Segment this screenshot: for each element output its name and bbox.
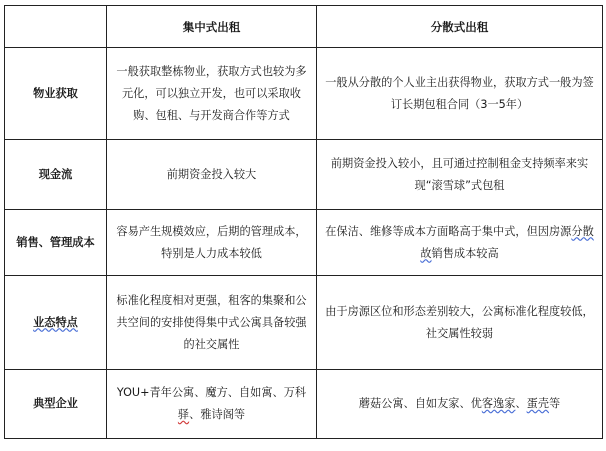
row-label xyxy=(5,276,107,370)
header-corner xyxy=(5,6,107,48)
text-segment: 、 xyxy=(515,397,527,410)
text-segment: 在保洁、维修等成本方面略高于集中式，但因房源 xyxy=(325,224,572,238)
text-segment: 蘑菇公寓、自如友家、优 xyxy=(358,397,482,410)
cell-centralized: 容易产生规模效应，后期的管理成本，特别是人力成本较低 xyxy=(107,210,317,276)
row-label: 销售、管理成本 xyxy=(5,210,107,276)
cell-decentralized xyxy=(317,210,603,276)
cropped-text-line xyxy=(0,444,606,451)
header-decentralized: 分散式出租 xyxy=(317,6,603,48)
cell-decentralized xyxy=(317,370,603,439)
spellcheck-underlined-text: 分散故 xyxy=(420,224,594,260)
table-row-property-acquisition xyxy=(5,48,603,140)
cell-centralized xyxy=(107,370,317,439)
cell-decentralized: 由于房源区位和形态差别较大，公寓标准化程度较低，社交属性较弱 xyxy=(317,276,603,370)
header-centralized: 集中式出租 xyxy=(107,6,317,48)
row-label: 典型企业 xyxy=(5,370,107,439)
spellcheck-underlined-text: 驿 xyxy=(177,408,190,421)
cell-centralized: 前期资金投入较大 xyxy=(107,140,317,210)
cell-centralized: 标准化程度相对更强，租客的集聚和公共空间的安排使得集中式公寓具备较强的社交属性 xyxy=(107,276,317,370)
text-segment: 销售成本较高 xyxy=(431,246,499,260)
spellcheck-underlined-text: 蛋壳 xyxy=(526,397,550,410)
row-label: 物业获取 xyxy=(5,48,107,140)
row-label: 现金流 xyxy=(5,140,107,210)
table-row-business-features xyxy=(5,276,603,370)
table-row-cash-flow xyxy=(5,140,603,210)
text-segment: 等 xyxy=(549,397,561,410)
cell-centralized: 一般获取整栋物业，获取方式也较为多元化，可以独立开发，也可以采取收购、包租、与开发商合作等方式 xyxy=(107,48,317,140)
cell-decentralized: 一般从分散的个人业主出获得物业，获取方式一般为签订长期包租合同（3一5年） xyxy=(317,48,603,140)
text-segment: 、雅诗阁等 xyxy=(189,408,246,421)
spellcheck-underlined-text: 业态特点 xyxy=(33,315,78,329)
table-row-sales-management-cost xyxy=(5,210,603,276)
cell-decentralized: 前期资金投入较小，且可通过控制租金支持频率来实现“滚雪球”式包租 xyxy=(317,140,603,210)
spellcheck-underlined-text: 客逸家 xyxy=(481,397,516,410)
text-segment: YOU+青年公寓、魔方、自如寓、万科 xyxy=(116,386,307,399)
table-header-row xyxy=(5,6,603,48)
comparison-table xyxy=(4,5,603,439)
table-row-typical-companies xyxy=(5,370,603,439)
